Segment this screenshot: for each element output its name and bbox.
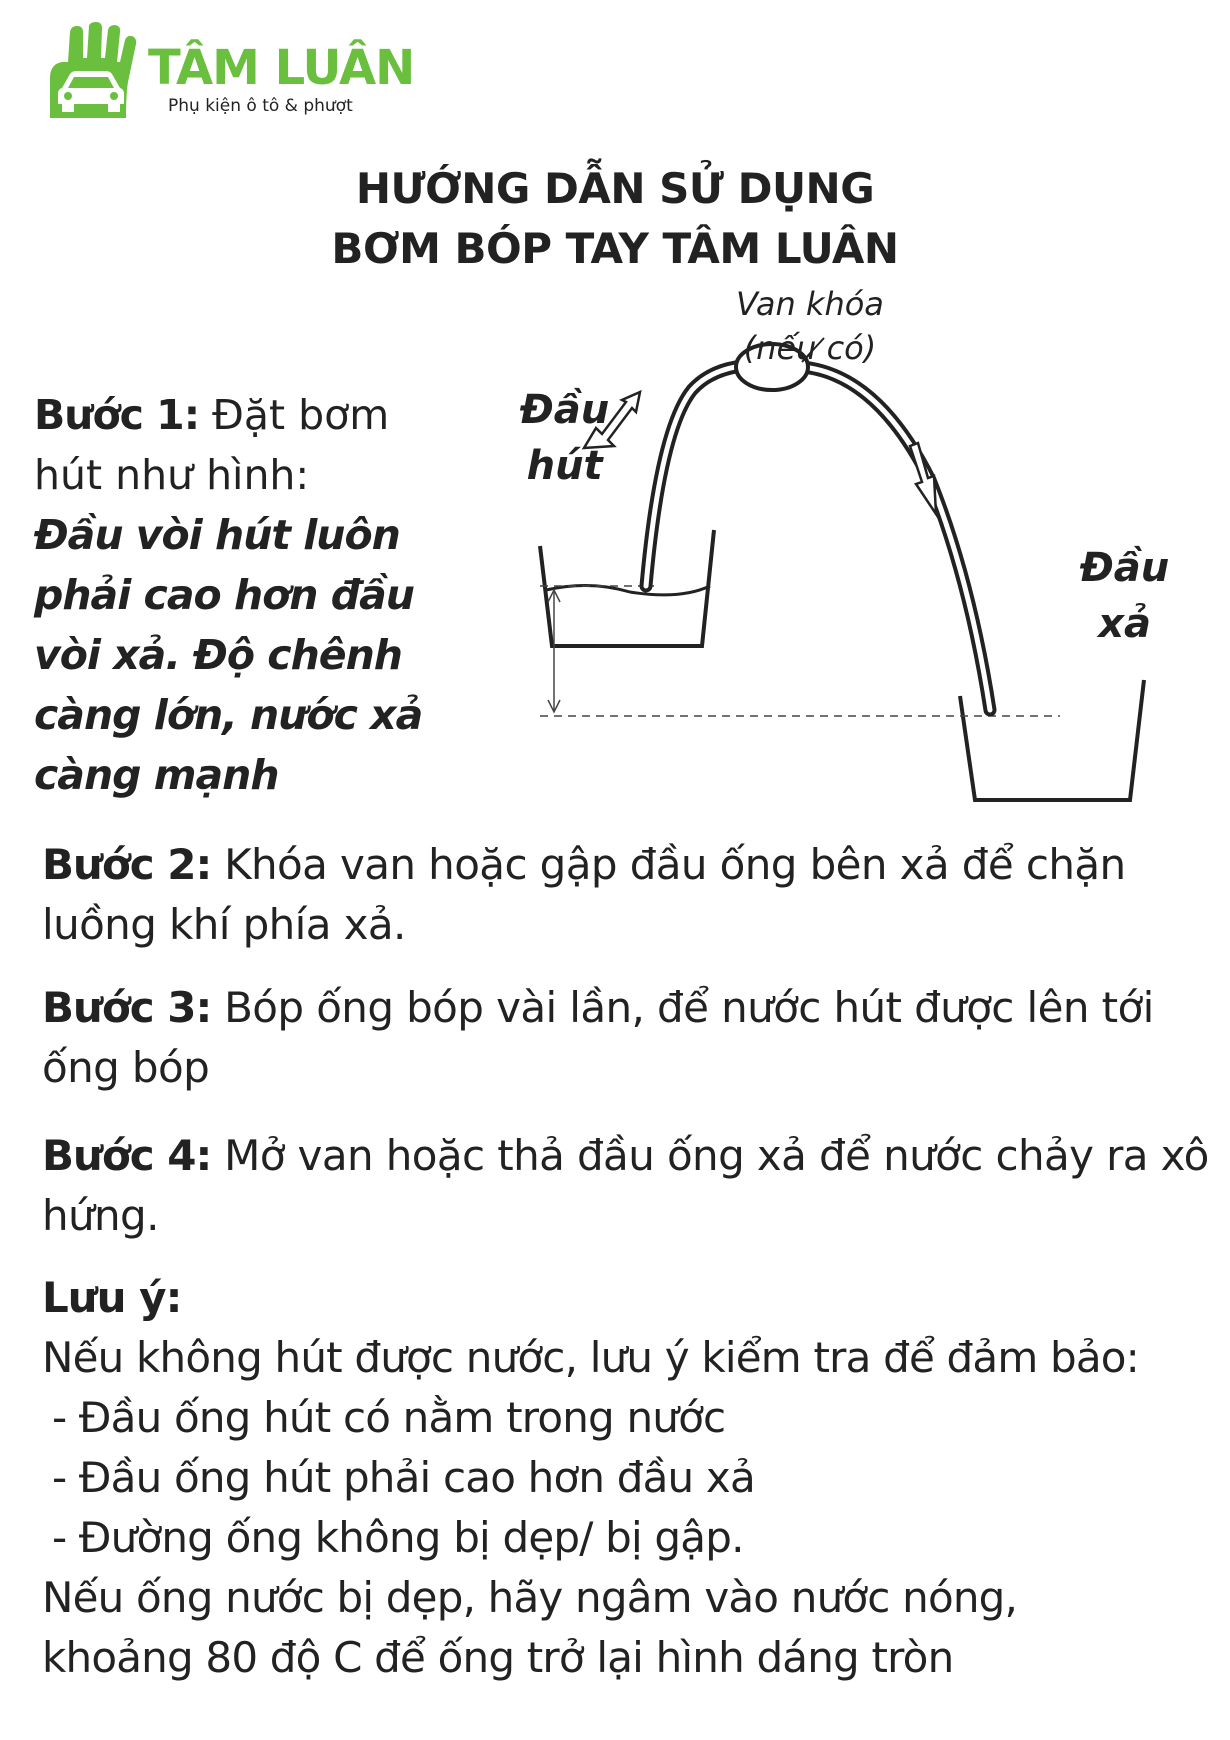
valve-label-line-1: Van khóa [736,285,884,323]
notes-intro: Nếu không hút được nước, lưu ý kiểm tra để đảm bảo: [42,1333,1140,1382]
step-1 [34,385,454,805]
siphon-tube [646,366,990,710]
notes-outro-1: Nếu ống nước bị dẹp, hãy ngâm vào nước nóng, [42,1573,1018,1622]
source-bucket [540,530,714,646]
step-2-text: Khóa van hoặc gập đầu ống bên xả để chặn luồng khí phía xả. [42,840,1126,949]
step-1-emphasis: Đầu vòi hút luôn phải cao hơn đầu vòi xả. Độ chênh càng lớn, nước xả càng mạnh [34,511,423,799]
brand-logo [40,22,460,122]
step-4 [42,1126,1212,1246]
step-3 [42,978,1212,1098]
notes-section [42,1268,1222,1688]
page-title-line-1: HƯỚNG DẪN SỬ DỤNG [355,164,875,213]
intake-label [520,382,609,494]
intake-label-line-2: hút [526,443,603,489]
notes-item: - Đường ống không bị dẹp/ bị gập. [52,1513,744,1562]
notes-item: - Đầu ống hút phải cao hơn đầu xả [52,1453,755,1502]
step-1-text: Đặt bơm hút như hình: [34,391,390,499]
step-4-text: Mở van hoặc thả đầu ống xả để nước chảy ra xô hứng. [42,1131,1209,1240]
notes-outro-2: khoảng 80 độ C để ống trở lại hình dáng tròn [42,1633,954,1682]
brand-tagline: Phụ kiện ô tô & phượt [168,96,353,116]
outlet-label [1080,540,1169,652]
page-title-line-2: BƠM BÓP TAY TÂM LUÂN [331,224,899,273]
notes-item: - Đầu ống hút có nằm trong nước [52,1393,726,1442]
intake-label-line-1: Đầu [520,387,610,433]
notes-label: Lưu ý: [42,1273,182,1322]
step-3-label: Bước 3: [42,983,212,1032]
height-difference-arrow [548,590,560,712]
brand-name: TÂM LUÂN [148,40,415,96]
valve-label [736,282,884,370]
valve-label-line-2: (nếu có) [743,329,877,367]
siphon-diagram [480,285,1220,820]
step-2 [42,835,1212,955]
outlet-label-line-2: xả [1098,601,1152,647]
step-3-text: Bóp ống bóp vài lần, để nước hút được lên tới ống bóp [42,983,1154,1092]
step-2-label: Bước 2: [42,840,212,889]
step-4-label: Bước 4: [42,1131,212,1180]
hand-car-logo-icon [40,22,140,120]
step-1-label: Bước 1: [34,391,200,439]
outlet-label-line-1: Đầu [1080,545,1170,591]
